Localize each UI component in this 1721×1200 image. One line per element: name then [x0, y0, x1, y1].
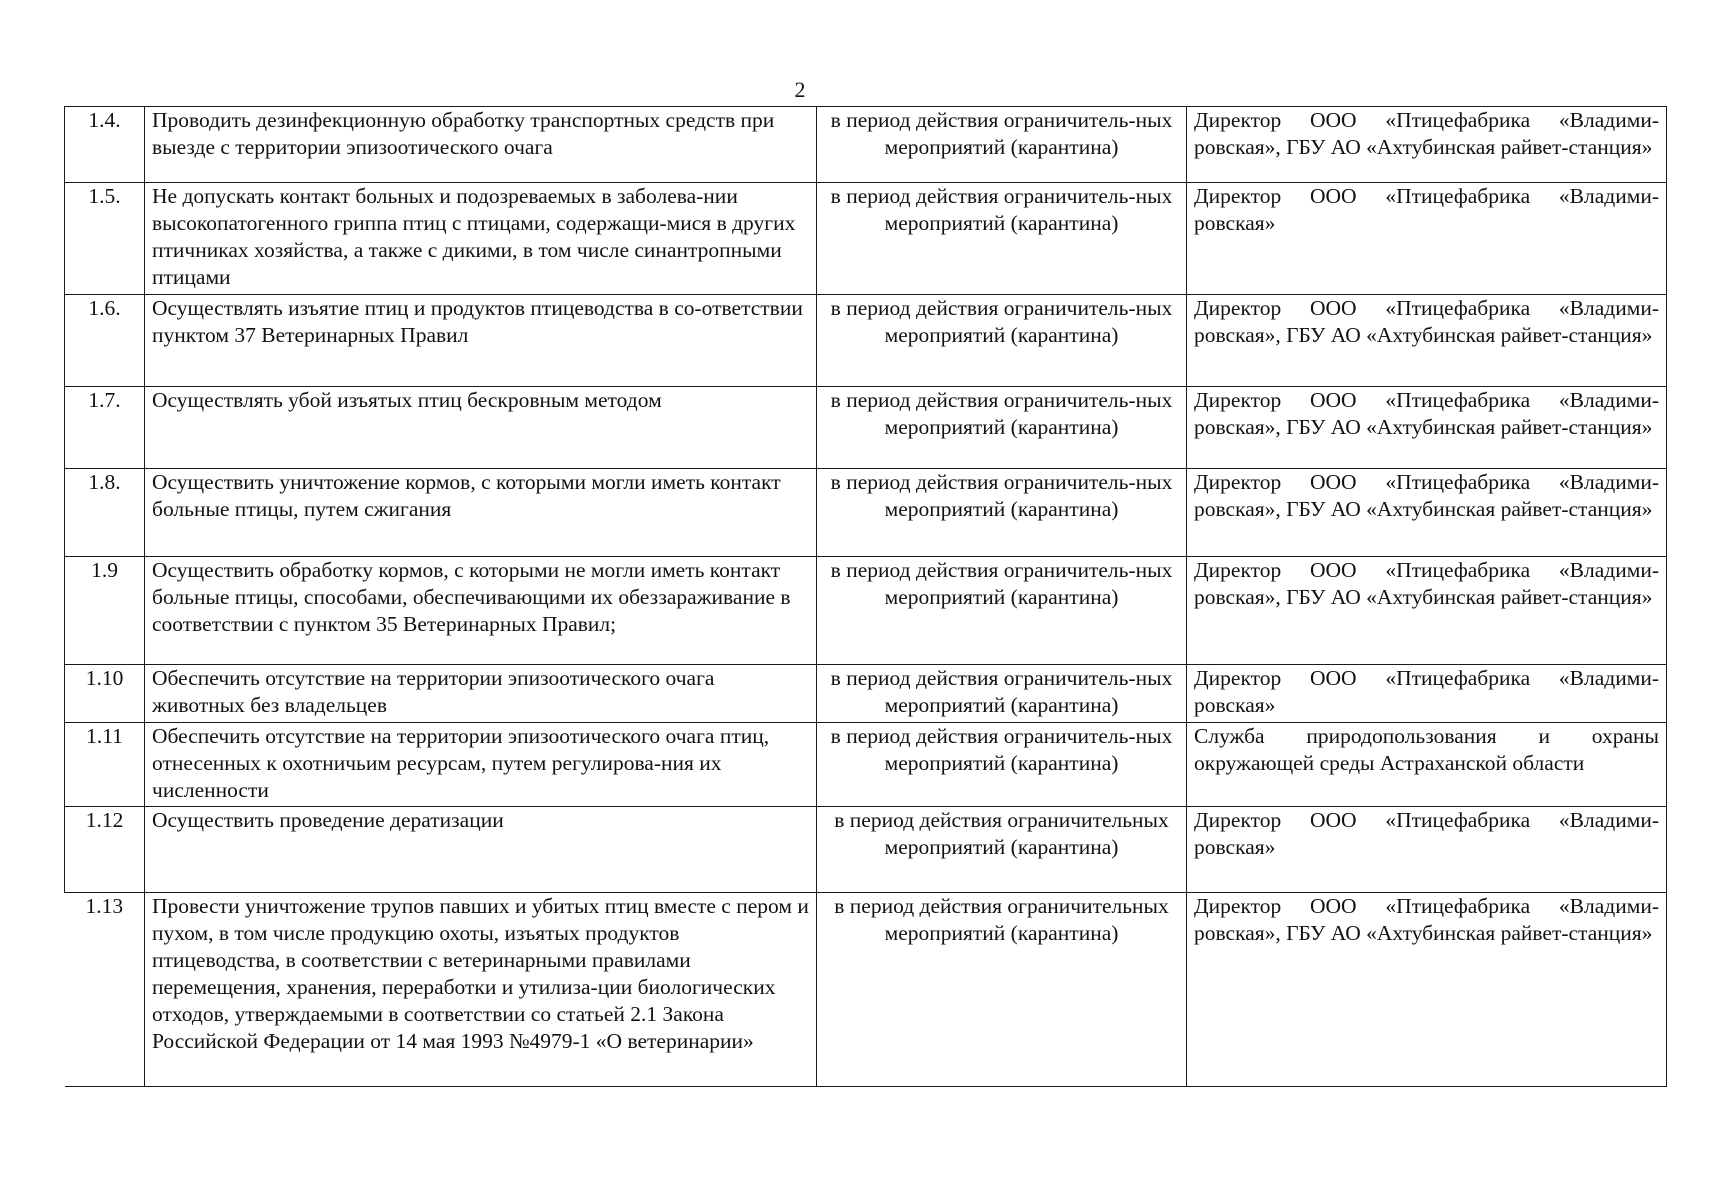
term-cell: в период действия ограничитель-ных мероприятий (карантина) [817, 469, 1187, 557]
term-cell: в период действия ограничитель-ных мероприятий (карантина) [817, 557, 1187, 665]
measures-table [64, 106, 1667, 1087]
term-cell: в период действия ограничитель-ных мероприятий (карантина) [817, 665, 1187, 723]
responsible-cell: Директор ООО «Птицефабрика «Владими-ровская» [1187, 807, 1667, 893]
table-row [65, 723, 1667, 807]
action-cell: Осуществлять изъятие птиц и продуктов птицеводства в со-ответствии пунктом 37 Ветеринарных Правил [145, 295, 817, 387]
action-cell: Осуществить проведение дератизации [145, 807, 817, 893]
term-cell: в период действия ограничительных мероприятий (карантина) [817, 893, 1187, 1087]
responsible-cell: Директор ООО «Птицефабрика «Владими-ровская», ГБУ АО «Ахтубинская райвет-станция» [1187, 387, 1667, 469]
term-cell: в период действия ограничитель-ных мероприятий (карантина) [817, 183, 1187, 295]
row-number: 1.4. [65, 107, 145, 183]
responsible-cell: Директор ООО «Птицефабрика «Владими-ровская», ГБУ АО «Ахтубинская райвет-станция» [1187, 557, 1667, 665]
responsible-cell: Директор ООО «Птицефабрика «Владими-ровская», ГБУ АО «Ахтубинская райвет-станция» [1187, 893, 1667, 1087]
action-cell: Проводить дезинфекционную обработку транспортных средств при выезде с территории эпизоотического очага [145, 107, 817, 183]
table-row [65, 295, 1667, 387]
table-row [65, 893, 1667, 1087]
action-cell: Провести уничтожение трупов павших и убитых птиц вместе с пером и пухом, в том числе продукцию охоты, изъятых продуктов птицеводства, в соответствии с ветеринарными правилами перемещения, хранения, переработки и утилиза-ции биологических отходов, утверждаемыми в соответствии со статьей 2.1 Закона Российской Федерации от 14 мая 1993 №4979-1 «О ветеринарии» [145, 893, 817, 1087]
responsible-cell: Директор ООО «Птицефабрика «Владими-ровская», ГБУ АО «Ахтубинская райвет-станция» [1187, 469, 1667, 557]
term-cell: в период действия ограничитель-ных мероприятий (карантина) [817, 107, 1187, 183]
row-number: 1.6. [65, 295, 145, 387]
action-cell: Осуществить уничтожение кормов, с которыми могли иметь контакт больные птицы, путем сжигания [145, 469, 817, 557]
responsible-cell: Директор ООО «Птицефабрика «Владими-ровская» [1187, 665, 1667, 723]
row-number: 1.11 [65, 723, 145, 807]
responsible-cell: Директор ООО «Птицефабрика «Владими-ровская», ГБУ АО «Ахтубинская райвет-станция» [1187, 107, 1667, 183]
row-number: 1.12 [65, 807, 145, 893]
term-cell: в период действия ограничитель-ных мероприятий (карантина) [817, 295, 1187, 387]
responsible-cell: Служба природопользования и охраны окружающей среды Астраханской области [1187, 723, 1667, 807]
responsible-cell: Директор ООО «Птицефабрика «Владими-ровская» [1187, 183, 1667, 295]
row-number: 1.13 [65, 893, 145, 1087]
action-cell: Осуществлять убой изъятых птиц бескровным методом [145, 387, 817, 469]
table-row [65, 387, 1667, 469]
term-cell: в период действия ограничитель-ных мероприятий (карантина) [817, 387, 1187, 469]
term-cell: в период действия ограничитель-ных мероприятий (карантина) [817, 723, 1187, 807]
responsible-cell: Директор ООО «Птицефабрика «Владими-ровская», ГБУ АО «Ахтубинская райвет-станция» [1187, 295, 1667, 387]
action-cell: Обеспечить отсутствие на территории эпизоотического очага птиц, отнесенных к охотничьим ресурсам, путем регулирова-ния их численности [145, 723, 817, 807]
row-number: 1.7. [65, 387, 145, 469]
term-cell: в период действия ограничительных мероприятий (карантина) [817, 807, 1187, 893]
page-number: 2 [794, 77, 806, 102]
table-row [65, 807, 1667, 893]
table-row [65, 183, 1667, 295]
action-cell: Обеспечить отсутствие на территории эпизоотического очага животных без владельцев [145, 665, 817, 723]
table-row [65, 469, 1667, 557]
table-row [65, 665, 1667, 723]
row-number: 1.5. [65, 183, 145, 295]
table-row [65, 557, 1667, 665]
row-number: 1.9 [65, 557, 145, 665]
action-cell: Осуществить обработку кормов, с которыми не могли иметь контакт больные птицы, способами, обеспечивающими их обеззараживание в соответствии с пунктом 35 Ветеринарных Правил; [145, 557, 817, 665]
table-row [65, 107, 1667, 183]
row-number: 1.8. [65, 469, 145, 557]
action-cell: Не допускать контакт больных и подозреваемых в заболева-нии высокопатогенного гриппа птиц с птицами, содержащи-мися в других птичниках хозяйства, а также с дикими, в том числе синантропными птицами [145, 183, 817, 295]
row-number: 1.10 [65, 665, 145, 723]
